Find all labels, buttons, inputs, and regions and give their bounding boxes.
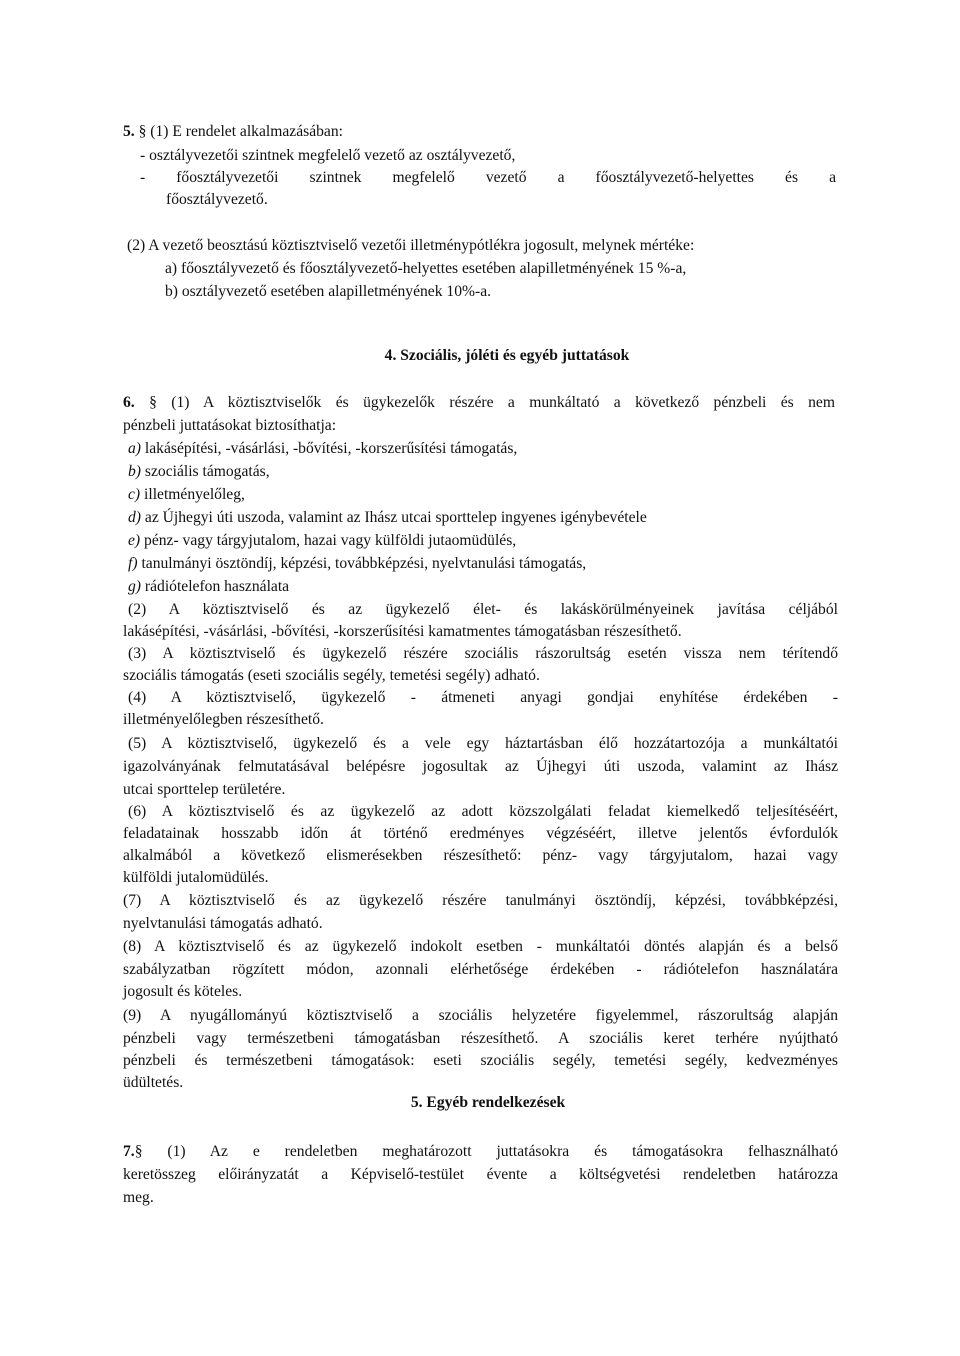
section-7-number: 7. bbox=[123, 1143, 135, 1160]
section-6-para-5a: (5) A köztisztviselő, ügykezelő és a vele egy háztartásban élő hozzátartozója a munkáltatói bbox=[128, 735, 838, 752]
section-7-line-1 bbox=[123, 1141, 838, 1162]
section-6-para-5b: igazolványának felmutatásával belépésre jogosultak az Újhegyi úti uszoda, valamint az Ihász bbox=[123, 758, 838, 775]
section-6-para-9a: (9) A nyugállományú köztisztviselő a szociális helyzetére figyelemmel, rászorultság alapján bbox=[123, 1007, 838, 1024]
section-6-para-6b: feladatainak hosszabb időn át történő eredményes végzéséért, illetve jelentős évfordulók bbox=[123, 825, 838, 842]
section-6-number: 6. bbox=[123, 394, 135, 411]
section-5-line-1 bbox=[123, 121, 838, 142]
list-item: g) rádiótelefon használata bbox=[128, 578, 290, 595]
list-item: c) illetményelőleg, bbox=[128, 486, 245, 503]
section-6-para-8a: (8) A köztisztviselő és az ügykezelő indokolt esetben - munkáltatói döntés alapján és a belső bbox=[123, 938, 838, 955]
section-6-para-1a: § (1) A köztisztviselők és ügykezelők részére a munkáltató a következő pénzbeli és nem bbox=[149, 394, 835, 411]
section-6-para-2b: lakásépítési, -vásárlási, -bővítési, -korszerűsítési kamatmentes támogatásban részesíthető. bbox=[123, 623, 682, 640]
section-5-para-2: (2) A vezető beosztású köztisztviselő vezetői illetménypótlékra jogosult, melynek mértéke: bbox=[127, 237, 695, 254]
list-item: f) tanulmányi ösztöndíj, képzési, továbbképzési, nyelvtanulási támogatás, bbox=[128, 555, 587, 572]
list-item: a) lakásépítési, -vásárlási, -bővítési, -korszerűsítési támogatás, bbox=[128, 440, 518, 457]
heading-4: 4. Szociális, jóléti és egyéb juttatások bbox=[384, 347, 630, 364]
section-6-para-4b: illetményelőlegben részesíthető. bbox=[123, 711, 324, 728]
section-5-dash-2: - főosztályvezetői szintnek megfelelő vezető a főosztályvezető-helyettes és a bbox=[140, 169, 836, 186]
section-7-para-1b: keretösszeg előirányzatát a Képviselő-testület évente a költségvetési rendeletben határozza bbox=[123, 1166, 838, 1183]
heading-5: 5. Egyéb rendelkezések bbox=[410, 1094, 566, 1111]
section-6-para-4a: (4) A köztisztviselő, ügykezelő - átmeneti anyagi gondjai enyhítése érdekében - bbox=[128, 689, 838, 706]
list-item: b) szociális támogatás, bbox=[128, 463, 270, 480]
section-7-para-1a: § (1) Az e rendeletben meghatározott juttatásokra és támogatásokra felhasználható bbox=[134, 1143, 838, 1160]
section-7-para-1c: meg. bbox=[123, 1189, 154, 1206]
section-6-para-1b: pénzbeli juttatásokat biztosíthatja: bbox=[123, 417, 337, 434]
section-6-para-8b: szabályzatban rögzített módon, azonnali elérhetősége érdekében - rádiótelefon használatára bbox=[123, 961, 838, 978]
list-item: d) az Újhegyi úti uszoda, valamint az Ihász utcai sporttelep ingyenes igénybevétele bbox=[128, 509, 647, 526]
section-5-dash-1: - osztályvezetői szintnek megfelelő vezető az osztályvezető, bbox=[140, 147, 516, 164]
section-5-para-1: § (1) E rendelet alkalmazásában: bbox=[138, 123, 343, 140]
section-5-para-2b: b) osztályvezető esetében alapilletményének 10%-a. bbox=[165, 283, 492, 300]
section-5-para-2a: a) főosztályvezető és főosztályvezető-helyettes esetében alapilletményének 15 %-a, bbox=[165, 260, 687, 277]
section-5-number: 5. bbox=[123, 123, 135, 140]
section-6-para-8c: jogosult és köteles. bbox=[123, 983, 243, 1000]
section-6-para-7b: nyelvtanulási támogatás adható. bbox=[123, 915, 323, 932]
section-6-para-9c: pénzbeli és természetbeni támogatások: eseti szociális segély, temetési segély, kedvezményes bbox=[123, 1052, 838, 1069]
section-6-para-6c: alkalmából a következő elismerésekben részesíthető: pénz- vagy tárgyjutalom, hazai vagy bbox=[123, 847, 838, 864]
section-6-para-9d: üdültetés. bbox=[123, 1074, 184, 1091]
section-6-para-3b: szociális támogatás (eseti szociális segély, temetési segély) adható. bbox=[123, 667, 540, 684]
section-6-para-5c: utcai sporttelep területére. bbox=[123, 781, 286, 798]
section-6-para-3a: (3) A köztisztviselő és ügykezelő részére szociális rászorultság esetén vissza nem térítendő bbox=[128, 645, 838, 662]
section-6-line-1 bbox=[123, 392, 835, 413]
section-6-para-6d: külföldi jutalomüdülés. bbox=[123, 869, 269, 886]
section-6-para-2a: (2) A köztisztviselő és az ügykezelő élet- és lakáskörülményeinek javítása céljából bbox=[128, 601, 838, 618]
section-6-para-9b: pénzbeli vagy természetbeni támogatásban részesíthető. A szociális keret terhére nyújtható bbox=[123, 1030, 838, 1047]
list-item: e) pénz- vagy tárgyjutalom, hazai vagy külföldi jutaomüdülés, bbox=[128, 532, 517, 549]
section-5-dash-2-cont: főosztályvezető. bbox=[166, 191, 268, 208]
section-6-para-6a: (6) A köztisztviselő és az ügykezelő az adott közszolgálati feladat kiemelkedő teljesítéséért, bbox=[128, 803, 838, 820]
section-6-para-7a: (7) A köztisztviselő és az ügykezelő részére tanulmányi ösztöndíj, képzési, továbbképzési, bbox=[123, 892, 838, 909]
